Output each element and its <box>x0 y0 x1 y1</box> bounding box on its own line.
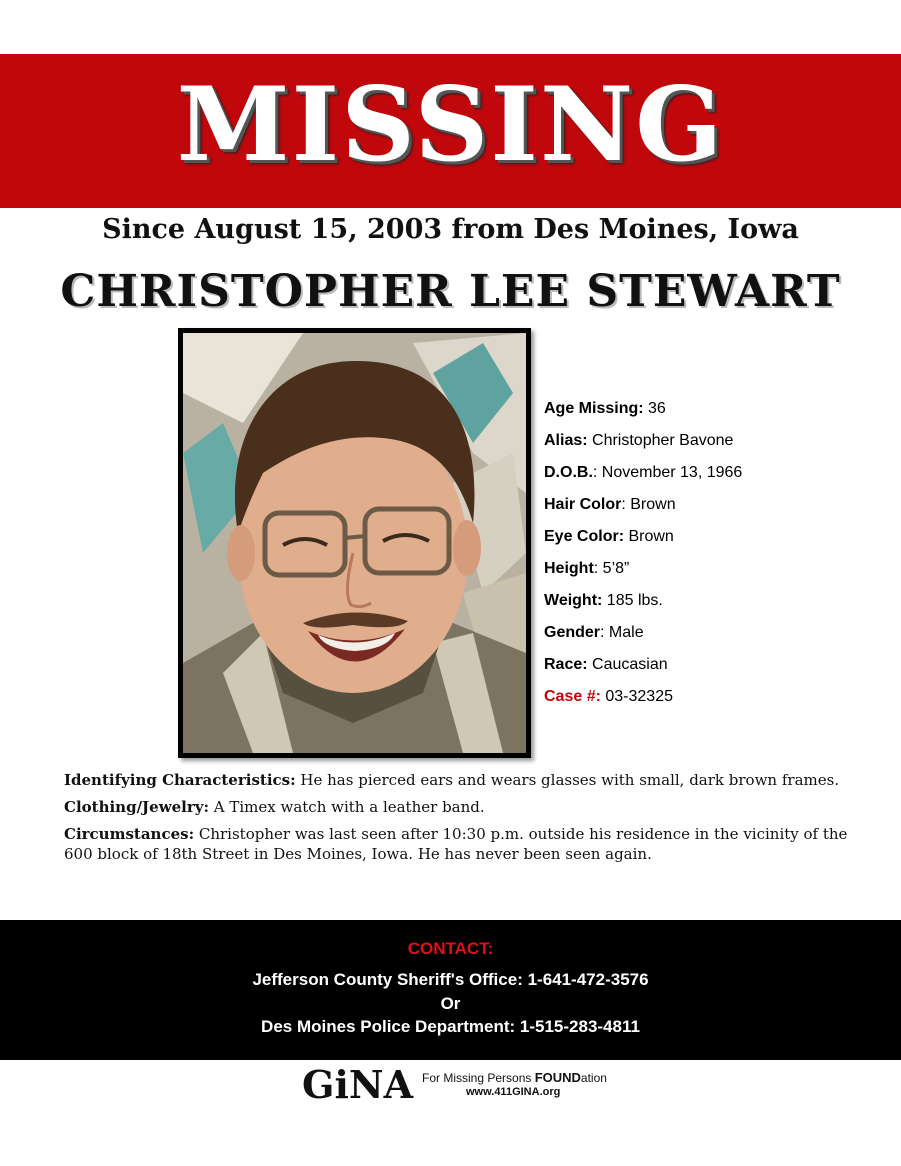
gina-logo <box>302 1064 632 1108</box>
circumstances: Circumstances: Christopher was last seen after 10:30 p.m. outside his residence in the vicinity of the 600 block of 18th Street in Des Moines, Iowa. He has never been seen again. <box>64 825 848 863</box>
fact-weight: Weight: 185 lbs. <box>544 592 663 609</box>
fact-hair-color: Hair Color: Brown <box>544 496 676 513</box>
contact-title: CONTACT: <box>407 939 494 958</box>
fact-eye-color: Eye Color: Brown <box>544 528 674 545</box>
missing-title: MISSING <box>176 65 725 185</box>
gina-tagline: For Missing Persons FOUNDation <box>422 1070 607 1085</box>
fact-dob: D.O.B.: November 13, 1966 <box>544 464 743 481</box>
gina-logo-word: GiNA <box>302 1062 414 1107</box>
fact-age-missing: Age Missing: 36 <box>544 400 666 417</box>
fact-race: Race: Caucasian <box>544 656 668 673</box>
person-facts <box>544 396 884 716</box>
fact-height: Height: 5’8” <box>544 560 630 577</box>
contact-police: Des Moines Police Department: 1-515-283-4811 <box>261 1017 640 1036</box>
description-section <box>64 770 854 871</box>
missing-since-subtitle: Since August 15, 2003 from Des Moines, Iowa <box>102 214 799 245</box>
person-name: CHRISTOPHER LEE STEWART <box>60 266 841 317</box>
fact-case-number: Case #: 03-32325 <box>544 688 673 705</box>
contact-or: Or <box>440 994 461 1013</box>
fact-alias: Alias: Christopher Bavone <box>544 432 734 449</box>
portrait-photo <box>178 328 531 758</box>
portrait-photo-icon <box>183 333 526 753</box>
gina-url: www.411GINA.org <box>466 1086 561 1098</box>
fact-gender: Gender: Male <box>544 624 644 641</box>
clothing-jewelry: Clothing/Jewelry: A Timex watch with a leather band. <box>64 798 485 816</box>
contact-sheriff: Jefferson County Sheriff's Office: 1-641-472-3576 <box>252 970 649 989</box>
identifying-characteristics: Identifying Characteristics: He has pierced ears and wears glasses with small, dark brown frames. <box>64 771 840 789</box>
